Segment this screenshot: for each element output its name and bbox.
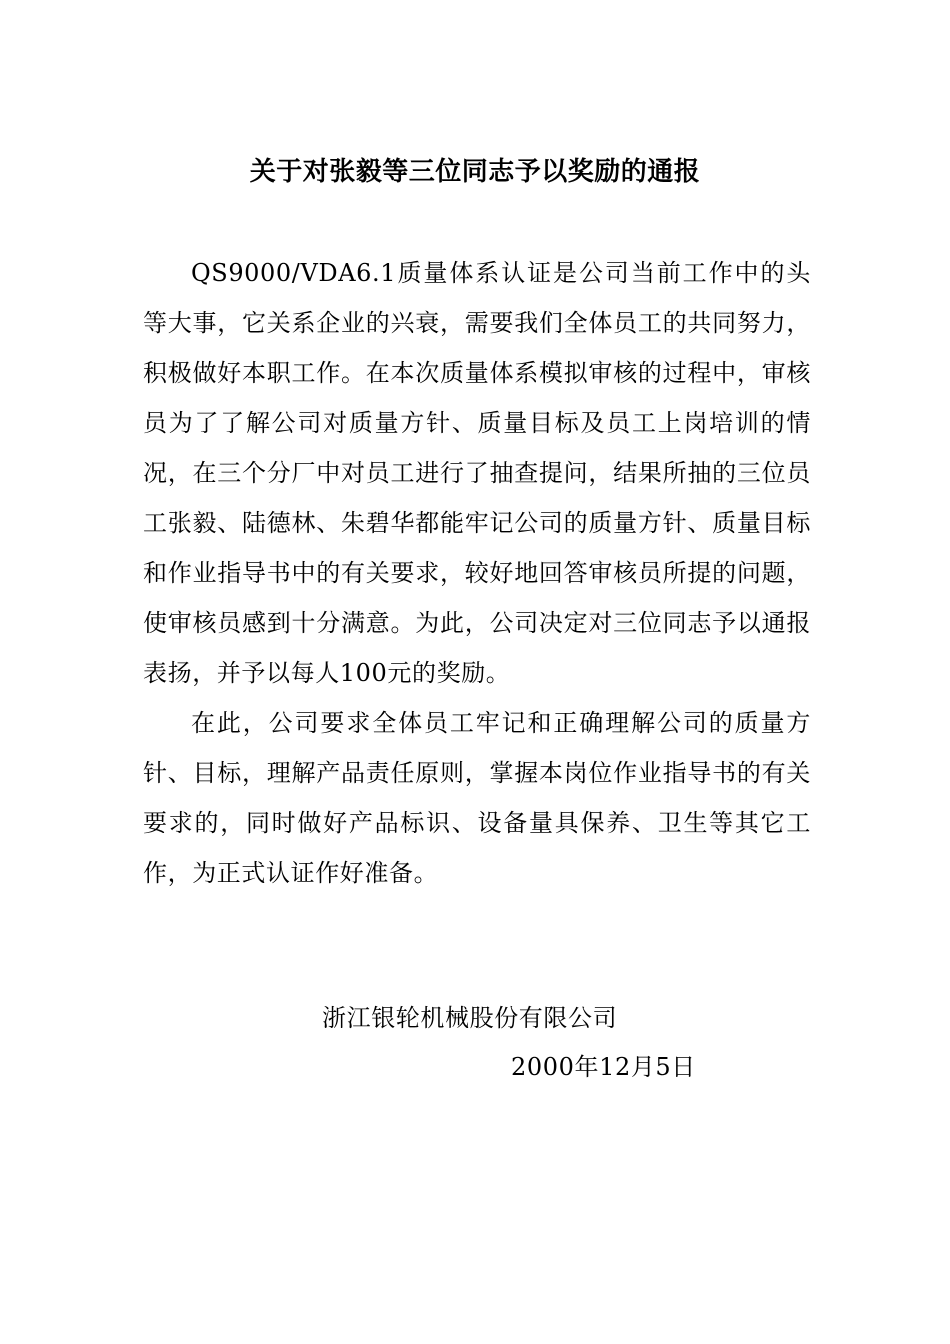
body-paragraph-1: QS9000/VDA6.1质量体系认证是公司当前工作中的头等大事，它关系企业的兴衰，需要我们全体员工的共同努力，积极做好本职工作。在本次质量体系模拟审核的过程中，审核员为了了解公司对质量方针、质量目标及员工上岗培训的情况，在三个分厂中对员工进行了抽查提问，结果所抽的三位员工张毅、陆德林、朱碧华都能牢记公司的质量方针、质量目标和作业指导书中的有关要求，较好地回答审核员所提的问题，使审核员感到十分满意。为此，公司决定对三位同志予以通报表扬，并予以每人100元的奖励。 bbox=[143, 259, 811, 687]
body-paragraph-2: 在此，公司要求全体员工牢记和正确理解公司的质量方针、目标，理解产品责任原则，掌握本岗位作业指导书的有关要求的，同时做好产品标识、设备量具保养、卫生等其它工作，为正式认证作好准备。 bbox=[143, 709, 811, 887]
document-body bbox=[143, 248, 811, 898]
document-title: 关于对张毅等三位同志予以奖励的通报 bbox=[249, 157, 701, 187]
signature-date: 2000年12月5日 bbox=[511, 1053, 696, 1081]
signature-company: 浙江银轮机械股份有限公司 bbox=[322, 1004, 618, 1032]
